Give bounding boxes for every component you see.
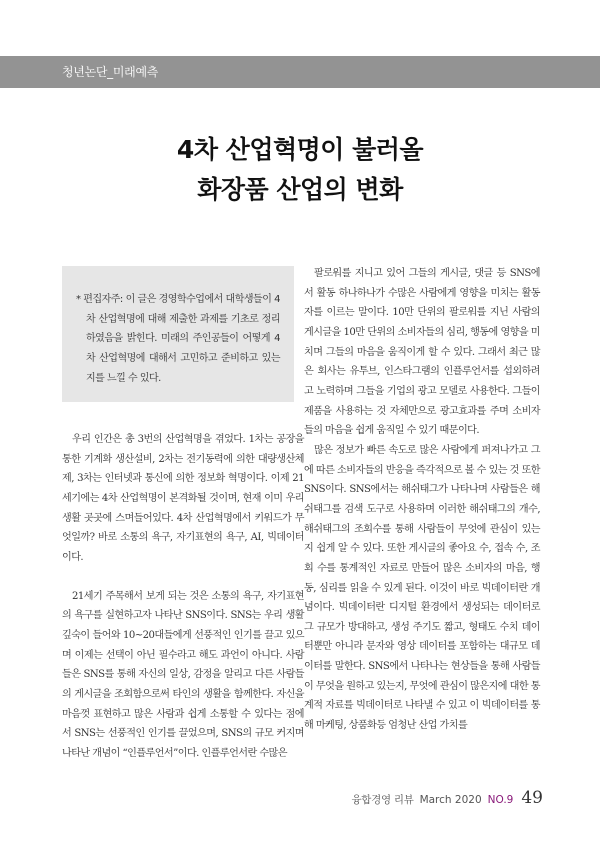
- issue-date: March 2020: [419, 794, 482, 806]
- journal-name: 융합경영 리뷰: [351, 794, 414, 806]
- paragraph: 21세기 주목해서 보게 되는 것은 소통의 욕구, 자기표현의 욕구를 실현하고자 나타난 SNS이다. SNS는 우리 생활 깊숙이 들어와 10~20대들에게 선풍적인 인기를 끌고 있으며 이제는 선택이 아닌 필수라고 해도 과언이 아니다. 사람들은 SNS를 통해 자신의 일상, 감정을 알리고 다른 사람들의 게시글을 조회함으로써 타인의 생활을 함께한다. 자신을 마음껏 표현하고 많은 사람과 쉽게 소통할 수 있다는 점에서 SNS는 선풍적인 인기를 끌었으며, SNS의 규모 커지며 나타난 개념이 “인플루언서”이다. 인플루언서란 수많은: [62, 590, 304, 759]
- paragraph: 많은 정보가 빠른 속도로 많은 사람에게 퍼져나가고 그에 따른 소비자들의 반응을 즉각적으로 볼 수 있는 것 또한 SNS이다. SNS에서는 해쉬태그가 나타나며 사람들은 해쉬태그를 검색 도구로 사용하며 이러한 해쉬태그의 개수, 해쉬태그의 조회수를 통해 사람들이 무엇에 관심이 있는지 쉽게 알 수 있다. 또한 게시글의 좋아요 수, 접속 수, 조회 수를 통계적인 자료로 만들어 많은 소비자의 마음, 행동, 심리를 읽을 수 있게 된다. 이것이 바로 빅데이터란 개념이다. 빅데이터란 디지털 환경에서 생성되는 데이터로 그 규모가 방대하고, 생성 주기도 짧고, 형태도 수치 데이터뿐만 아니라 문자와 영상 데이터를 포함하는 대규모 데이터를 말한다. SNS에서 나타나는 현상들을 통해 사람들이 무엇을 원하고 있는지, 무엇에 관심이 많은지에 대한 통계적 자료를 빅데이터로 나타낼 수 있고 이 빅데이터를 통해 마케팅, 상품화등 엄청난 산업 가치를: [304, 444, 540, 732]
- article-title-line-2: 화장품 산업의 변화: [197, 175, 403, 204]
- section-header-bar: [0, 56, 600, 88]
- page-footer: [351, 788, 543, 808]
- left-column: [62, 430, 304, 764]
- article-title-line-1: 4차 산업혁명이 불러올: [176, 135, 424, 164]
- paragraph: 우리 인간은 총 3번의 산업혁명을 겪었다. 1차는 공장을 통한 기계화 생산설비, 2차는 전기동력에 의한 대량생산체제, 3차는 인터넷과 통신에 의한 정보화 혁명이다. 이제 21세기에는 4차 산업혁명이 본격화될 것이며, 현재 이미 우리 생활 곳곳에 스며들어있다. 4차 산업혁명에서 키워드가 무엇일까? 바로 소통의 욕구, 자기표현의 욕구, AI, 빅데이터이다.: [62, 434, 304, 563]
- article-title: [0, 130, 600, 210]
- editor-note-text: * 편집자주: 이 글은 경영학수업에서 대학생들이 4차 산업혁명에 대해 제출한 과제를 기초로 정리하였음을 밝힌다. 미래의 주인공들이 어떻게 4차 산업혁명에 대해서 고민하고 준비하고 있는지를 느낄 수 있다.: [76, 294, 280, 384]
- page-number: 49: [521, 788, 543, 808]
- right-column: [304, 264, 540, 736]
- paragraph: 팔로워를 지니고 있어 그들의 게시글, 댓글 등 SNS에서 활동 하나하나가 수많은 사람에게 영향을 미치는 활동자를 이르는 말이다. 10만 단위의 팔로워를 지닌 사람의 게시글을 10만 단위의 소비자들의 심리, 행동에 영향을 미치며 그들의 마음을 움직이게 할 수 있다. 그래서 최근 많은 회사는 유투브, 인스타그램의 인플루언서를 섭외하려고 노력하며 그들을 기업의 광고 모델로 사용한다. 그들이 제품을 사용하는 것 자체만으로 광고효과를 주며 소비자들의 마음을 쉽게 움직일 수 있기 때문이다.: [304, 268, 540, 437]
- issue-number: NO.9: [487, 794, 514, 806]
- editor-note-box: [62, 266, 294, 402]
- section-label: 청년논단_미래예측: [62, 65, 159, 79]
